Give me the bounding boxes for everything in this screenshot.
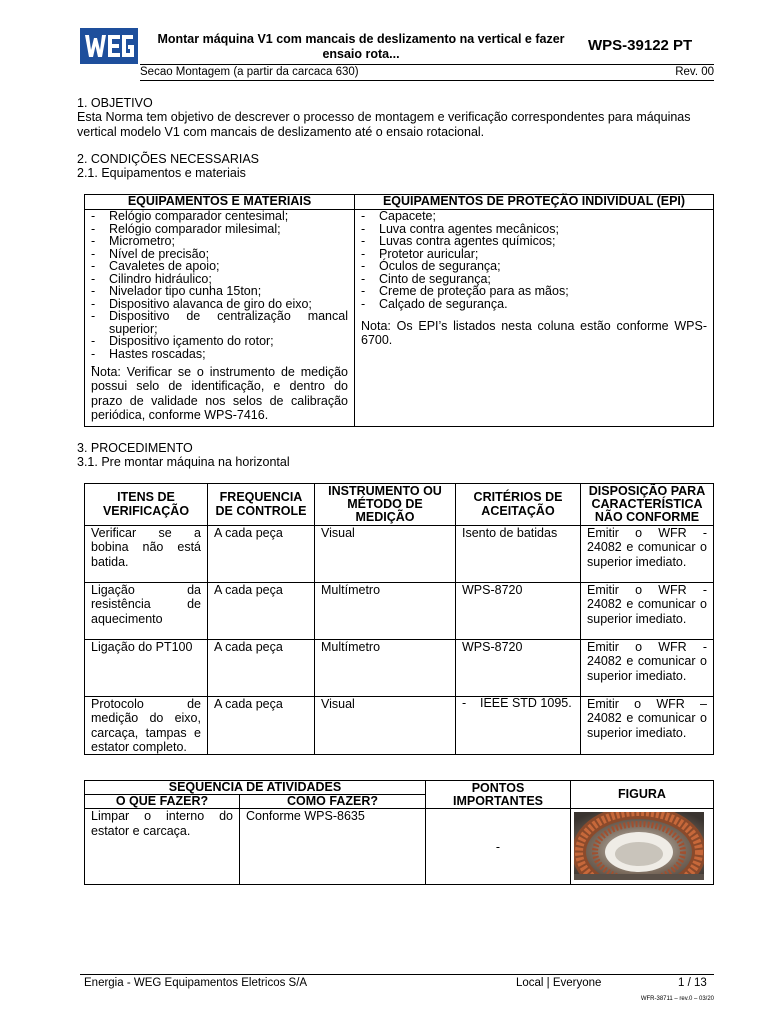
verification-cell: Visual (315, 697, 456, 755)
verification-cell: A cada peça (208, 697, 315, 755)
table-row (85, 697, 714, 755)
verification-cell: Isento de batidas (456, 526, 581, 583)
list-item: - Dispositivo içamento do rotor; (91, 335, 348, 348)
verification-cell: Verificar se a bobina não está batida. (85, 526, 208, 583)
conditions-heading: 2. CONDIÇÕES NECESSARIAS (77, 152, 259, 166)
activity-how: Conforme WPS-8635 (240, 809, 426, 885)
list-item: - Cavaletes de apoio; (91, 260, 348, 273)
activity-what: Limpar o interno do estator e carcaça. (85, 809, 240, 885)
list-item: - Relógio comparador milesimal; (91, 223, 348, 236)
list-item: - Protetor auricular; (361, 248, 707, 261)
page-number: 1 / 13 (678, 977, 707, 989)
table-row (85, 640, 714, 697)
activities-table (84, 780, 714, 885)
verification-col-header: DISPOSIÇÃO PARA CARACTERÍSTICA NÃO CONFORME (581, 484, 714, 526)
verification-cell: Visual (315, 526, 456, 583)
list-item: - Micrometro; (91, 235, 348, 248)
epi-note: Nota: Os EPI’s listados nesta coluna estão conforme WPS-6700. (361, 319, 707, 348)
list-item: - Dispositivo alavanca de giro do eixo; (91, 298, 348, 311)
footer-company: Energia - WEG Equipamentos Eletricos S/A (84, 977, 308, 989)
verification-cell (456, 697, 581, 755)
verification-cell: Multímetro (315, 640, 456, 697)
list-item: - Relógio comparador centesimal; (91, 210, 348, 223)
list-item: - Luvas contra agentes químicos; (361, 235, 707, 248)
list-item: - Capacete; (361, 210, 707, 223)
verification-table (84, 483, 714, 755)
header-rule (140, 64, 714, 65)
list-item: - Cilindro hidráulico; (91, 273, 348, 286)
equipment-table (84, 194, 714, 427)
criteria-list (462, 697, 574, 710)
stator-photo (574, 812, 704, 880)
verification-cell: Emitir o WFR - 24082 e comunicar o superior imediato. (581, 583, 714, 640)
table-row (85, 526, 714, 583)
figure-header: FIGURA (571, 781, 714, 809)
epi-header: EQUIPAMENTOS DE PROTEÇÃO INDIVIDUAL (EPI) (355, 195, 714, 210)
list-item: - Calçado de segurança. (361, 298, 707, 311)
verification-col-header: ITENS DE VERIFICAÇÃO (85, 484, 208, 526)
list-item: - Dispositivo de centralização mancal superior; (91, 310, 348, 335)
footer-classification: Local | Everyone (516, 977, 602, 989)
verification-col-header: FREQUENCIA DE CONTROLE (208, 484, 315, 526)
materials-note: Nota: Verificar se o instrumento de medição possui selo de identificação, e dentro do prazo de validade nos selos de calibração periódica, conforme WPS-7416. (91, 365, 348, 423)
verification-col-header: CRITÉRIOS DE ACEITAÇÃO (456, 484, 581, 526)
revision-label: Rev. 00 (675, 66, 714, 78)
list-item: - Nivelador tipo cunha 15ton; (91, 285, 348, 298)
epi-cell (355, 210, 714, 427)
how-header: COMO FAZER? (240, 795, 426, 809)
footer-rule (80, 974, 714, 975)
activity-figure-cell (571, 809, 714, 885)
procedure-subheading: 3.1. Pre montar máquina na horizontal (77, 455, 290, 469)
verification-cell: WPS-8720 (456, 583, 581, 640)
table-row (85, 583, 714, 640)
verification-cell: Multímetro (315, 583, 456, 640)
verification-col-header: INSTRUMENTO OU MÉTODO DE MEDIÇÃO (315, 484, 456, 526)
equipment-subheading: 2.1. Equipamentos e materiais (77, 166, 246, 180)
materials-list (91, 210, 348, 360)
objective-text: Esta Norma tem objetivo de descrever o processo de montagem e verificação correspondentes para máquinas vertical modelo V1 com mancais de deslizamento até o ensaio rotacional. (77, 110, 691, 139)
list-item: - IEEE STD 1095. (462, 697, 574, 710)
list-item: - Nível de precisão; (91, 248, 348, 261)
verification-cell: Emitir o WFR - 24082 e comunicar o superior imediato. (581, 526, 714, 583)
materials-header: EQUIPAMENTOS E MATERIAIS (85, 195, 355, 210)
verification-cell: Ligação do PT100 (85, 640, 208, 697)
list-item: - Luva contra agentes mecânicos; (361, 223, 707, 236)
objective-heading: 1. OBJETIVO (77, 96, 153, 110)
list-item: - Óculos de segurança; (361, 260, 707, 273)
what-header: O QUE FAZER? (85, 795, 240, 809)
verification-cell: A cada peça (208, 583, 315, 640)
list-item: - Cinto de segurança; (361, 273, 707, 286)
verification-cell: WPS-8720 (456, 640, 581, 697)
verification-cell: A cada peça (208, 526, 315, 583)
verification-cell: Protocolo de medição do eixo, carcaça, tampas e estator completo. (85, 697, 208, 755)
sequence-header: SEQUENCIA DE ATIVIDADES (85, 781, 426, 795)
verification-cell: Emitir o WFR - 24082 e comunicar o superior imediato. (581, 640, 714, 697)
list-item: - Creme de proteção para as mãos; (361, 285, 707, 298)
verification-header-row (85, 484, 714, 526)
verification-cell: A cada peça (208, 640, 315, 697)
section-label: Secao Montagem (a partir da carcaca 630) (140, 66, 359, 78)
list-item: - Hastes roscadas; (91, 348, 348, 361)
verification-body (85, 526, 714, 755)
verification-cell: Emitir o WFR – 24082 e comunicar o superior imediato. (581, 697, 714, 755)
activity-row (85, 809, 714, 885)
weg-logo (80, 28, 138, 64)
verification-cell: Ligação da resistência de aquecimento (85, 583, 208, 640)
form-code: WFR-38711 – rev.0 – 03/20 (640, 996, 714, 1002)
document-title: Montar máquina V1 com mancais de deslizamento na vertical e fazer ensaio rota... (157, 32, 565, 61)
activity-points: - (426, 809, 571, 885)
document-code: WPS-39122 PT (588, 37, 693, 54)
epi-list (361, 210, 707, 310)
points-header: PONTOS IMPORTANTES (426, 781, 571, 809)
header-rule-bottom (140, 80, 714, 81)
procedure-heading: 3. PROCEDIMENTO (77, 441, 193, 455)
materials-cell (85, 210, 355, 427)
